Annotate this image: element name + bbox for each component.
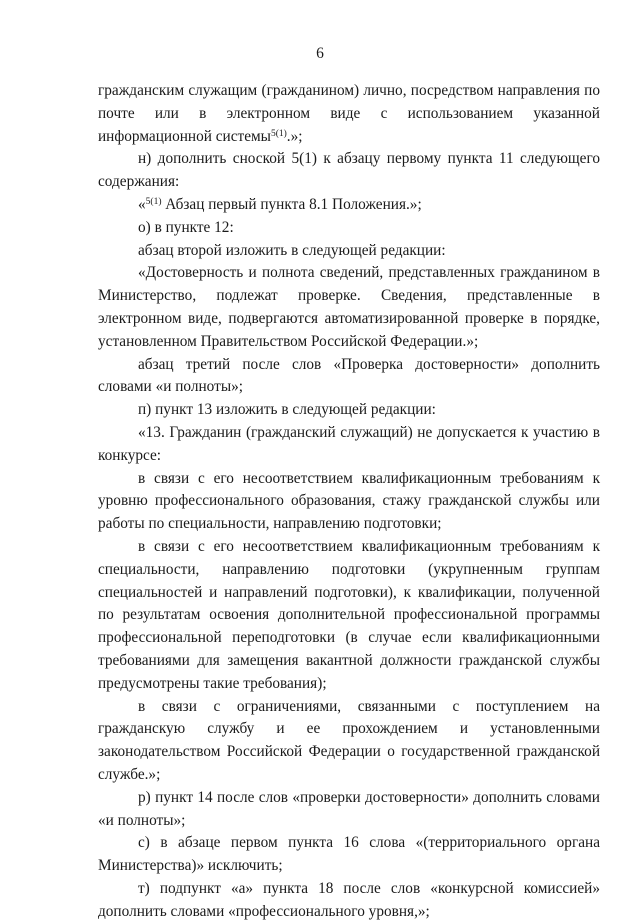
paragraph-text: н) дополнить сноской 5(1) к абзацу первому пункта 11 следующего содержания: [98,150,600,191]
paragraph [98,832,600,878]
paragraph [98,262,600,353]
document-body [98,80,600,923]
paragraph [98,878,600,923]
paragraph [98,422,600,468]
paragraph-text-end: .»; [286,127,303,145]
paragraph-text: абзац третий после слов «Проверка достоверности» дополнить словами «и полноты»; [98,355,600,396]
paragraph-text: о) в пункте 12: [138,218,234,236]
paragraph [98,217,600,240]
paragraph-text: «13. Гражданин (гражданский служащий) не допускается к участию в конкурсе: [98,423,600,464]
paragraph-text: « [138,195,146,213]
footnote-ref: 5(1) [145,196,162,207]
paragraph [98,696,600,787]
paragraph-text: гражданским служащим (гражданином) лично, посредством направления по почте или в электронном виде с использованием указанной информационной системы [98,82,600,145]
paragraph-text: в связи с ограничениями, связанными с поступлением на гражданскую службу и ее прохождением и установленными законодательством Российской Федерации о государственной гражданской службе.»; [98,697,600,783]
paragraph-text: с) в абзаце первом пункта 16 слова «(территориального органа Министерства)» исключить; [98,834,600,875]
paragraph [98,148,600,194]
paragraph-text: в связи с его несоответствием квалификационным требованиям к уровню профессионального образования, стажу гражданской службы или работы по специальности, направлению подготовки; [98,469,600,533]
paragraph [98,354,600,400]
footnote-ref: 5(1) [270,128,287,139]
paragraph [98,468,600,536]
paragraph-text: абзац второй изложить в следующей редакции: [138,241,446,259]
paragraph-text: р) пункт 14 после слов «проверки достоверности» дополнить словами «и полноты»; [98,788,600,829]
page-number: 6 [316,45,324,62]
paragraph [98,194,600,217]
paragraph [98,80,600,148]
paragraph-text: «Достоверность и полнота сведений, представленных гражданином в Министерство, подлежат проверке. Сведения, представленные в электронном виде, подвергаются автоматизированной проверке в порядке, установленном Правительством Российской Федерации.»; [98,264,600,350]
paragraph-text: в связи с его несоответствием квалификационным требованиям к специальности, направлению подготовки (укрупненным группам специальностей и направлений подготовки), к квалификации, полученной по результатам освоения дополнительной профессиональной программы профессиональной переподготовки (в случае если квалификационными требованиями для замещения вакантной должности гражданской службы предусмотрены такие требования); [98,537,600,692]
paragraph [98,536,600,696]
paragraph [98,399,600,422]
paragraph-text: т) подпункт «а» пункта 18 после слов «конкурсной комиссией» дополнить словами «профессионального уровня,»; [98,879,600,920]
paragraph [98,787,600,833]
paragraph-text-end: Абзац первый пункта 8.1 Положения.»; [161,195,422,213]
paragraph-text: п) пункт 13 изложить в следующей редакции: [138,401,436,419]
paragraph [98,240,600,263]
